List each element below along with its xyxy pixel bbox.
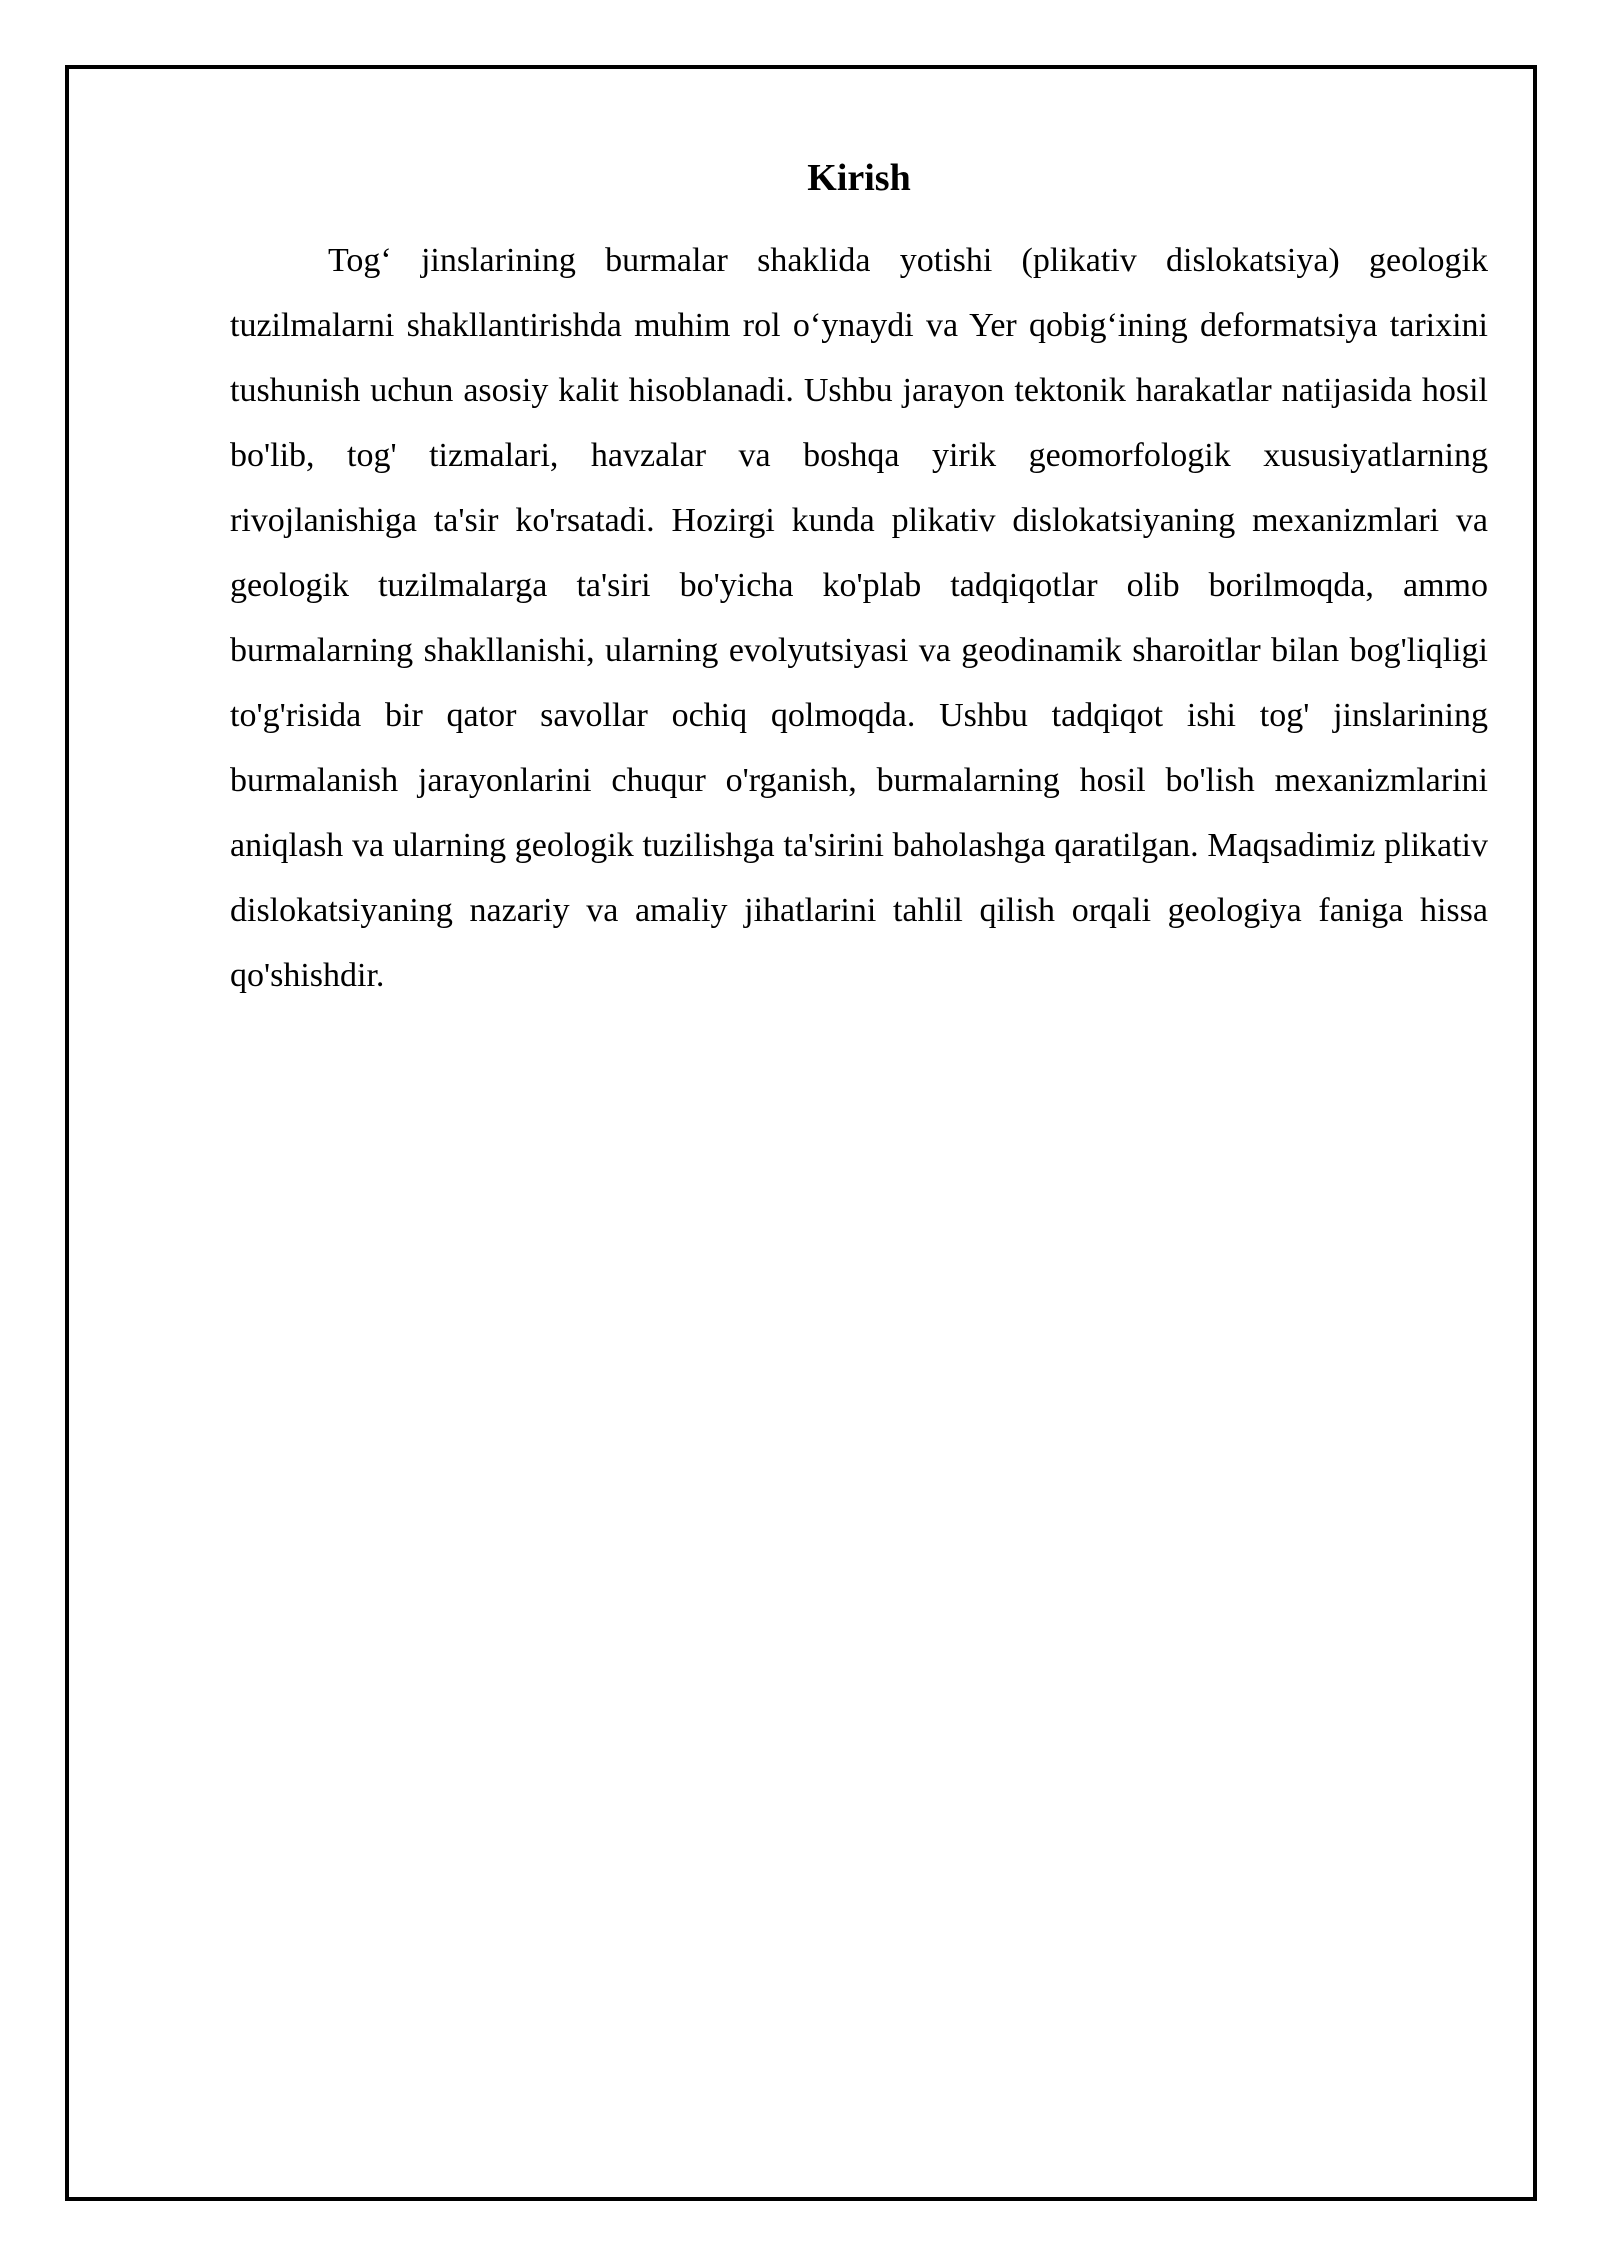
section-title-text: Kirish <box>807 157 911 199</box>
intro-paragraph: Tog‘ jinslarining burmalar shaklida yotishi (plikativ dislokatsiya) geologik tuzilmalarni shakllantirishda muhim rol o‘ynaydi va Yer qobig‘ining deformatsiya tarixini tushunish uchun asosiy kalit hisoblanadi. Ushbu jarayon tektonik harakatlar natijasida hosil bo'lib, tog' tizmalari, havzalar va boshqa yirik geomorfologik xususiyatlarning rivojlanishiga ta'sir ko'rsatadi. Hozirgi kunda plikativ dislokatsiyaning mexanizmlari va geologik tuzilmalarga ta'siri bo'yicha ko'plab tadqiqotlar olib borilmoqda, ammo burmalarning shakllanishi, ularning evolyutsiyasi va geodinamik sharoitlar bilan bog'liqligi to'g'risida bir qator savollar ochiq qolmoqda. Ushbu tadqiqot ishi tog' jinslarining burmalanish jarayonlarini chuqur o'rganish, burmalarning hosil bo'lish mexanizmlarini aniqlash va ularning geologik tuzilishga ta'sirini baholashga qaratilgan. Maqsadimiz plikativ dislokatsiyaning nazariy va amaliy jihatlarini tahlil qilish orqali geologiya faniga hissa qo'shishdir. <box>230 242 1488 994</box>
document-body <box>230 148 1488 1008</box>
section-title <box>230 148 1488 208</box>
